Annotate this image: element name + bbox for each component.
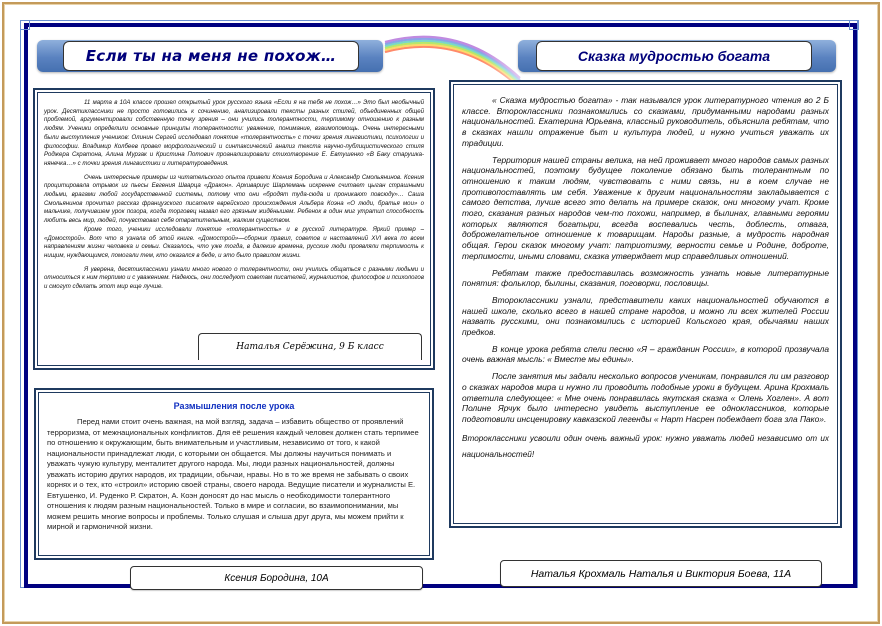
right-article-conclusion: Второклассники усвоили один очень важный урок: нужно уважать людей независимо от их национальностей! [462, 433, 829, 459]
left-article-paragraph: 11 марта в 10А классе прошел открытый урок русского языка «Если я на тебя не похож…» Это был необычный урок. Десятиклассники не просто готовились к сочинению, анализировали тексты разных стилей, объединенных общей проблемой, аргументировали собственную точку зрения – они учились толерантности, терпимому отношению к разным людям. Ученики определили основные принципы толерантности: уважение, понимание, взаимопомощь. Очень интересными были выступления учеников: Олинин Сергей исследовал понятие «толерантность» с точки зрения лингвистики, психологии и философии. Владимир Колбеев провел морфологический и синтаксический анализ текста научно-публицистического стиля Роджера Скратона, Алина Мурзак и Кристина Потович проанализировали стихотворение Е. Евтушенко «В Баку старушка-нянечка…» с точки зрения лингвистики и литературоведения. [44, 99, 424, 167]
right-article-signature: Наталья Крохмаль Наталья и Виктория Боева, 11А [500, 560, 822, 587]
corner-handle-top-right [849, 20, 859, 30]
left-article-title: Если ты на меня не похож… [63, 41, 359, 71]
left-article-box [33, 88, 435, 370]
reflection-title: Размышления после урока [173, 401, 295, 411]
right-article-box [449, 80, 842, 528]
right-article-title: Сказка мудростью богата [536, 41, 812, 71]
left-article-paragraph: Очень интересные примеры из читательского опыта привели Ксения Бородина и Александр Смольянинов. Ксения процитировала отрывок из пьесы Евгения Шварца «Дракон». Архивариус Шарлемань искренне считает цыган страшными людьми, врагами любой государственной системы, потому что они «бродят туда-сюда и проникают повсюду»… Саша Смольянинов прочитал рассказ французского писателя еврейского происхождения Альбера Коэна «О люди, братья мои» о мальчике, получившем урок позора, когда торговец назвал его грязным жидёнышем. Ребенок в один миг утратил способность любить весь мир, людей, почувствовал себя отвратительным, жалким существом. [44, 173, 424, 225]
right-title-banner [518, 40, 836, 72]
reflection-body [47, 417, 421, 533]
left-article-paragraph: Я уверена, десятиклассники узнали много нового о толерантности, они учились общаться с разными людьми и относиться к ним терпимо и с уважением. Надеюсь, они последуют советам писателей, журналистов, философов и психологов и смогут сделать этот мир еще лучше. [44, 265, 424, 291]
left-article-signature: Наталья Серёжина, 9 Б класс [198, 333, 422, 360]
right-article-paragraph: После занятия мы задали несколько вопросов ученикам, понравился ли им разговор о сказках народов мира и нужно ли проводить подобные уроки в будущем. Арина Крохмаль ответила следующее: « Мне очень понравилась якутская сказка « Олень Хоглен». А вот Полине Ярчук было интересно увидеть выступление ее одноклассников, которые подготовили инсценировку кавказской легенды « Нарт Насрен побеждает бога зла Пако». [462, 371, 829, 424]
reflection-box [34, 388, 434, 560]
left-title-banner [37, 40, 383, 72]
right-article-paragraph: Второклассники узнали, представители каких национальностей обучаются в нашей школе, сколько всего в нашей стране народов, и можно ли всех жителей России назвать русскими, они познакомились с историей Кольского края, обычаями наших предков. [462, 294, 829, 338]
corner-handle-top-left [20, 20, 30, 30]
right-article-paragraph: В конце урока ребята спели песню «Я – гражданин России», в которой прозвучала очень важная мысль: « Вместе мы едины». [462, 343, 829, 365]
reflection-paragraph: Перед нами стоит очень важная, на мой взгляд, задача – избавить общество от проявлений терроризма, от межнациональных конфликтов. Для её решения каждый человек должен стать терпимее по отношению к окружающим, быть внимательным и участливым, независимо от того, к какой национальности принадлежат люди, с которыми он общается. Мы должны научиться понимать и уважать чужую культуру, менталитет другого народа. Мы, люди разных национальностей, должны уважать историю других народов, их традиции, обычаи, нравы. Но в то же время не забывать о своих корнях и о тех, кто «строил» историю своей страны, своего народа. Ведущие писатели и журналисты Е. Евтушенко, И. Руденко Р. Скратон, А. Коэн доносят до нас мысль о необходимости толерантного отношения к людям разным национальностей. Только в мире и согласии, во взаимопонимании, мы можем решить многие вопросы и проблемы. Только слушая и слыша друг друга, мы можем прийти к мирной и гармоничной жизни. [47, 417, 419, 531]
reflection-signature: Ксения Бородина, 10А [130, 566, 423, 590]
right-article-paragraph: « Сказка мудростью богата» - так назывался урок литературного чтения во 2 Б классе. Второклассники познакомились со сказками, придуманными народами разных национальностей. Екатерина Юрьевна, классный руководитель, объяснила ребятам, что в сказках нашли отражение быт и культура людей, и нужно учиться уважать их традиции. [462, 95, 829, 148]
right-article-body [462, 95, 829, 469]
right-article-paragraph: Ребятам также предоставилась возможность узнать новые литературные понятия: фольклор, былины, сказания, поговорки, пословицы. [462, 267, 829, 289]
left-article-body [44, 99, 424, 292]
right-article-paragraph: Территория нашей страны велика, на ней проживает много народов самых разных национальностей, поэтому будущее поколение обязано быть толерантным по отношению к таким людям, чувствовать с ними связь, ни в коем случае не противопоставлять им себя. Уважение к другим национальностям закладывается с самого детства, лучше всего это делать на примере сказок, они многому учат. Кроме того, сказания разных народов чем-то похожи, например, в былинах, главными героями которых являются богатыри, всегда воспевались честь, доблесть, отвага, доброжелательное отношение к товарищам. Народы разные, а мудрость народная общая. Герои сказок многому учат: патриотизму, верности семье и Родине, доброте, терпимости, иными словами, сказка утверждает мир справедливых отношений. [462, 154, 829, 261]
left-article-paragraph: Кроме того, ученики исследовали понятие «толерантность» и в русской литературе. Яркий пример – «Домострой». Вот что я узнала об этой книге. «Домострой»—сборник правил, советов и наставлений XVI века по всем направлениям жизни человека и семьи. Оказалось, что уже тогда, в далекие времена, русские люди проявляли терпимость к нищим, нуждающимся, помогали тем, кто оказался в беде, и это было правилом жизни. [44, 225, 424, 259]
